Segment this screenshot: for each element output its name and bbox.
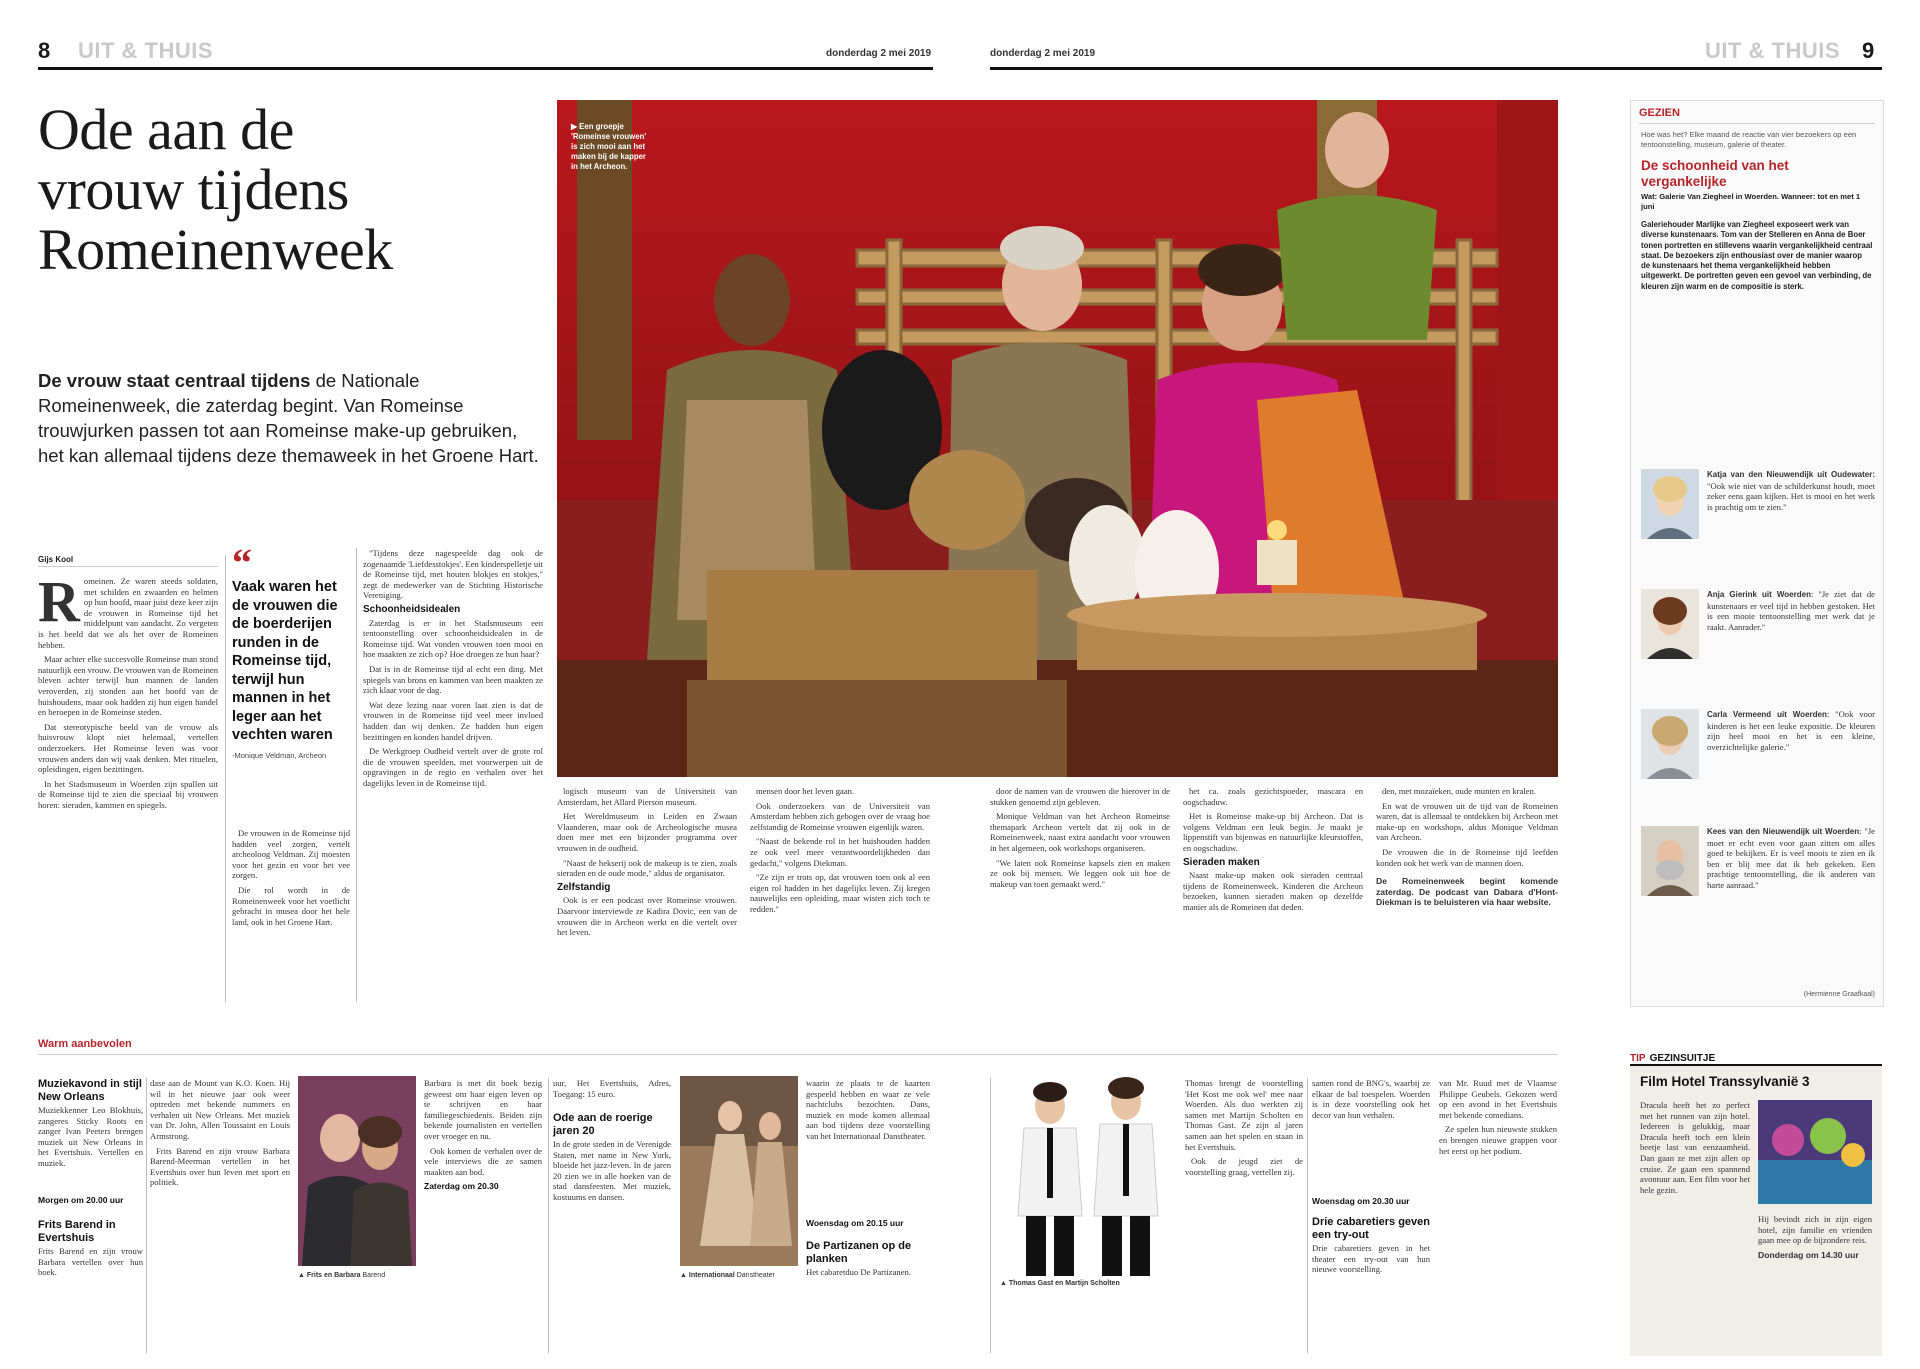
headline-line-3: Romeinenweek xyxy=(38,217,393,282)
avatar-visitor-0 xyxy=(1641,469,1699,539)
main-photo xyxy=(557,100,1558,777)
caption-frits-rest: Barend xyxy=(362,1272,386,1279)
tip-label: GEZINSUITJE xyxy=(1649,1053,1716,1064)
pull-quote xyxy=(232,540,350,760)
event-title-4: De Partizanen op de planken xyxy=(806,1240,912,1265)
avatar-0-illustration xyxy=(1641,469,1699,539)
sidebar-gezien xyxy=(1630,100,1884,1007)
photo-duo-illustration xyxy=(1000,1076,1176,1276)
subhead-sieraden: Sieraden maken xyxy=(1183,856,1260,868)
caption-marker-icon: ▶ xyxy=(571,122,577,131)
event-divider xyxy=(990,1078,991,1353)
event-title-3: Ode aan de roerige jaren 20 xyxy=(553,1112,653,1137)
aanbevolen-rule xyxy=(38,1054,1558,1055)
headline-line-1: Ode aan de xyxy=(38,97,294,162)
event-drie-cabaretiers xyxy=(1312,1078,1430,1313)
lead-text: de Nationale Romeinenweek, die zaterdag begint. Van Romeinse trouwjurken passen tot aan Romeinse make-up gebruiken, het kan allemaal tijdens deze themaweek in het Groene Hart. xyxy=(38,370,539,466)
tip-prefix: TIP xyxy=(1630,1053,1646,1064)
avatar-1-illustration xyxy=(1641,589,1699,659)
sidebar-tag: GEZIEN xyxy=(1639,107,1680,119)
event-text-4b: Het cabaretduo De Partizanen. xyxy=(806,1267,911,1277)
visitor-name-0: Anja Gierink uit Woerden xyxy=(1707,590,1811,599)
avatar-2-illustration xyxy=(1641,709,1699,779)
event-jaren-20 xyxy=(553,1078,671,1289)
event-divider xyxy=(548,1078,549,1353)
photo-cabaret-duo xyxy=(1000,1076,1176,1276)
caption-duo: ▲ Thomas Gast en Martijn Scholten xyxy=(1000,1280,1120,1287)
subhead-zelfstandig: Zelfstandig xyxy=(557,881,611,893)
date-right: donderdag 2 mei 2019 xyxy=(990,48,1096,59)
quote-source: -Monique Veldman, Archeon xyxy=(232,750,327,760)
avatar-3-illustration xyxy=(1641,826,1699,896)
tip-title: Film Hotel Transsylvanië 3 xyxy=(1640,1074,1810,1089)
dropcap: R xyxy=(38,576,80,634)
visitor-name-1: Carla Vermeend uit Woerden xyxy=(1707,710,1827,719)
event-col-cabaret-2: van Mr. Ruud met de Vlaamse Philippe Geubels. Gekozen werd op een avond in het Evertshuis met bekende comedians. Ze spelen hun nieuwste stukken en brengen nieuwe grappen voor het eerst op het podium. xyxy=(1439,1078,1557,1156)
event-text-5b: Drie cabaretiers geven in het theater een try-out van hun nieuwe voorstelling. xyxy=(1312,1243,1430,1275)
avatar-visitor-1 xyxy=(1641,589,1699,659)
date-left: donderdag 2 mei 2019 xyxy=(826,48,932,59)
event-text-5: samen rond de BNG's, waarbij ze elkaar de bal toespelen. Woerden is in deze voorstelling ook het decor van hun verhalen. xyxy=(1312,1078,1430,1120)
caption-dance-rest: Danstheater xyxy=(736,1272,775,1279)
byline-rule xyxy=(38,566,218,567)
event-col-cabaret-1: Thomas brengt de voorstelling 'Het Kost me ook wel' mee naar Woerden. Als duo werkten zij samen met Martijn Scholten en Thomas Gast. Ze zijn al jaren samen aan het spelen en staan in het Evertshuis. Ook de jeugd ziet de voorstelling graag, vertellen zij. xyxy=(1185,1078,1303,1177)
tip-photo xyxy=(1758,1100,1872,1204)
event-title-5: Drie cabaretiers geven een try-out xyxy=(1312,1216,1431,1241)
caption-duo-bold: Thomas Gast en Martijn Scholten xyxy=(1008,1280,1120,1287)
event-col-3: Barbara is met dit boek bezig geweest om haar eigen leven op te schrijven en haar familiegeschiedenis. Beiden zijn bekende journalisten en vertellen over vroeger en nu. Ook komen de verhalen over de vele interviews die ze samen maakten aan bod. Zaterdag om 20.30 xyxy=(424,1078,542,1192)
tip-text: Dracula heeft het zo perfect met het runnen van zijn hotel. Iedereen is gelukkig, maar Dracula heeft toch een klein beetje last van eenzaamheid. Dan gaan ze met zijn allen op cruise. Ze gaan een spannend avontuur aan. Een film voor het hele gezin. xyxy=(1640,1100,1750,1195)
photo-illustration xyxy=(557,100,1558,777)
event-text-3b: In de grote steden in de Verenigde Staten, met name in New York, bloeide het jazz-leven. In de jaren 20 zien we in alle hoeken van de stad dansfeesten. Met muziek, kostuums en dansen. xyxy=(553,1139,671,1202)
photo-danstheater xyxy=(680,1076,798,1266)
visitor-text-0: Katja van den Nieuwendijk uit Oudewater: "Ook wie niet van de schilderkunst houdt, moet zeker eens gaan kijken. Het is mooi en het werk is prachtig om te zien." xyxy=(1707,470,1875,512)
visitor-name-2: Kees van den Nieuwendijk uit Woerden xyxy=(1707,827,1860,836)
event-time-2: Zaterdag om 20.30 xyxy=(424,1181,499,1192)
tip-time: Donderdag om 14.30 uur xyxy=(1758,1249,1859,1260)
caption-frits: ▲ Frits en Barbara Barend xyxy=(298,1272,386,1279)
header-rule-right xyxy=(990,67,1882,70)
col-divider xyxy=(225,555,226,1002)
event-time-3: Woensdag om 20.15 uur xyxy=(806,1218,904,1228)
article-lead xyxy=(38,368,546,468)
photo-frits-barbara xyxy=(298,1076,416,1266)
event-text-1: Muziekkenner Leo Blokhuis, zangeres Sticky Roots en zanger Ivan Peeters brengen muziek uit New Orleans in het Evertshuis. Vertellen en muziek. xyxy=(38,1105,143,1168)
page-number-right: 9 xyxy=(1862,38,1875,63)
event-time-5: Woensdag om 20.30 uur xyxy=(1312,1196,1410,1206)
tip-text-2: Hij bevindt zich in zijn eigen hotel, zijn familie en vrienden gaan mee op de bijzondere reis. Donderdag om 14.30 uur xyxy=(1758,1214,1872,1260)
article-col-3: "Tijdens deze nagespeelde dag ook de zogenaamde 'Liefdesstokjes'. Een kinderspelletje uit de Romeinse tijd, met houten blokjes en stokjes," zegt de medewerker van de Stichting Historische Vereniging. Schoonheidsidealen Zaterdag is er in het Stadsmuseum een tentoonstelling over schoonheidsidealen in de Romeinse tijd. Wat vonden vrouwen toen mooi en hoe maakten ze zich op? Hoe droegen ze hun haar? Dat is in de Romeinse tijd al echt een ding. Met spiegels van brons en kammen van been maakten ze zich klaar voor de dag. Wat deze lezing naar voren laat zien is dat de vrouwen in de Romeinse tijd veel meer invloed hadden dan wij denken. Ze hadden hun eigen bezittingen en konden handel drijven. De Werkgroep Oudheid vertelt over de grote rol die de vrouwen speelden, met voorwerpen uit de opgravingen in de regio en verhalen over het dagelijks leven in de Romeinse tijd. xyxy=(363,548,543,788)
tip-box xyxy=(1630,1064,1882,1356)
article-col-5: mensen door het leven gaan. Ook onderzoekers van de Universiteit van Amsterdam hebben zich gebogen over de vraag hoe zelfstandig de Romeinse vrouwen eigenlijk waren. "Naast de bekende rol in het huishouden hadden ze ook veel meer verantwoordelijkheden dan gedacht," volgens Diekman. "Ze zijn er trots op, dat vrouwen toen ook al een eigen rol hadden in het dagelijks leven. Zij kregen nauwelijks een opleiding, maar wisten zich toch te redden." xyxy=(750,786,930,914)
article-closing: De Romeinenweek begint komende zaterdag. De podcast van Dabara d'Hont-Diekman is te beluisteren via haar website. xyxy=(1376,876,1558,908)
photo-frits-illustration xyxy=(298,1076,416,1266)
section-title-right: UIT & THUIS xyxy=(1705,38,1841,63)
aanbevolen-label: Warm aanbevolen xyxy=(38,1038,132,1050)
event-time-1: Morgen om 20.00 uur xyxy=(38,1195,124,1205)
byline: Gijs Kool xyxy=(38,555,74,564)
article-col-6: door de namen van de vrouwen die hierover in de stukken genoemd zijn gebleven. Monique Veldman van het Archeon Romeinse themapark Archeon vertelt dat zij ook in de Romeinenweek, naast extra aandacht voor vrouwen in het algemeen, ook workshops organiseren. "We laten ook Romeinse kapsels zien en maken ze ook bij mensen. We leggen ook uit hoe de makeup van toen gemaakt werd." xyxy=(990,786,1170,889)
tip-photo-illustration xyxy=(1758,1100,1872,1204)
event-new-orleans xyxy=(38,1078,143,1296)
article-col-1: R omeinen. Ze waren steeds soldaten, met schilden en zwaarden en helmen op hun hoofd, maar juist deze keer zijn de vrouwen in Romeinse tijd het middelpunt van aandacht. Zo vergeten is het beeld dat we als het over de Romeinen hebben. Maar achter elke succesvolle Romeinse man stond natuurlijk een vrouw. De vrouwen van de Romeinen bleven achter terwijl hun mannen de landen veroverden, zij stonden aan het hoofd van de huishoudens, maar ook hadden zij hun eigen handel en beroepen in de Romeinse steden. Dat stereotypische beeld van de vrouw als huisvrouw klopt niet helemaal, vertellen onderzoekers. Het Romeinse leven was voor vrouwen anders dan wij vaak denken. Met rituelen, opleidingen, eigen bezittingen. In het Stadsmuseum in Woerden zijn spullen uit de Romeinse tijd te zien die speciaal bij vrouwen horen: sieraden, kammen en spiegels. xyxy=(38,576,218,810)
sidebar-body: Galeriehouder Marlijke van Ziegheel exposeert werk van diverse kunstenaars. Tom van der Stelleren en Anna de Boer tonen portretten en stillevens waarin vergankelijkheid centraal staat. De bezoekers zijn enthousiast over de manier waarop de kunstenaars het thema vergankelijkheid hebben uitgewerkt. De portretten geven een gevoel van verbinding, de kleuren zijn warm en de compositie is sterk. xyxy=(1641,220,1873,291)
event-partizanen xyxy=(806,1078,930,1297)
caption-dance-bold: Internationaal xyxy=(688,1272,735,1279)
article-col-8: den, met mozaïeken, oude munten en kralen. En wat de vrouwen uit de tijd van de Romeinen waren, dat is allemaal te ontdekken bij Archeon met make-up en workshops, aldus Monique Veldman van Archeon. De vrouwen die in de Romeinse tijd leefden konden ook het werk van de mannen doen. De Romeinenweek begint komende zaterdag. De podcast van Dabara d'Hont-Diekman is te beluisteren via haar website. xyxy=(1376,786,1558,908)
photo-caption xyxy=(571,122,653,172)
article-col-7: het ca. zoals gezichtspoeder, mascara en oogschaduw. Het is Romeinse make-up bij Archeon. Dat is volgens Veldman een leuk begin. Je maakt je lippenstift van bijenwas en natuurlijke kleurstoffen, en oogschaduw. Sieraden maken Naast make-up maken ook sieraden centraal tijdens de Romeinenweek. Kinderen die Archeon bezoeken, kunnen sieraden maken op dezelfde manier als de Romeinen dat deden. xyxy=(1183,786,1363,912)
header-rule-left xyxy=(38,67,933,70)
caption-frits-bold: Frits en Barbara xyxy=(306,1272,361,1279)
avatar-visitor-3 xyxy=(1641,826,1699,896)
col-divider xyxy=(356,548,357,1002)
sidebar-credit: (Hermienne Graafkaal) xyxy=(1803,991,1875,998)
event-title-1: Muziekavond in stijl New Orleans xyxy=(38,1078,142,1103)
sidebar-intro: Hoe was het? Elke maand de reactie van vier bezoekers op een tentoonstelling, museum, galerie of theater. xyxy=(1641,130,1857,149)
event-text-4: waarin ze plaats te de kaarten gespeeld hebben en waar ze vele nachtclubs bezochten. Dans, muziek en mode komen allemaal aan bod tijdens deze voorstelling van het Internationaal Danstheater. xyxy=(806,1078,930,1141)
section-title-left: UIT & THUIS xyxy=(78,38,214,63)
visitor-text-1: Anja Gierink uit Woerden: "Je ziet dat de kunstenaars er veel tijd in hebben gestoken. Het is een mooie tentoonstelling met werk dat je raakt. Aanrader." xyxy=(1707,589,1875,632)
photo-caption-text: Een groepje 'Romeinse vrouwen' is zich mooi aan het maken bij de kapper in het Archeon. xyxy=(571,122,647,171)
event-title-2: Frits Barend in Evertshuis xyxy=(38,1219,116,1244)
event-text-3: uur, Het Evertshuis, Adres, Toegang: 15 euro. xyxy=(553,1078,671,1099)
visitor-text-2: Carla Vermeend uit Woerden: "Ook voor kinderen is het een leuke expositie. De kleuren zijn heel mooi en het is een kleine, overzichtelijke galerie." xyxy=(1707,709,1875,752)
event-divider xyxy=(1307,1078,1308,1353)
article-col-4: logisch museum van de Universiteit van Amsterdam, het Allard Pierson museum. Het Wereldmuseum in Leiden en Zwaan Vlaanderen, maar ook de Archeologische musea doen mee met een bijzonder programma over vrouwen in de oudheid. "Naast de hekserij ook de makeup is te zien, zoals sieraden en de oude mode," aldus de organisator. Zelfstandig Ook is er een podcast over Romeinse vrouwen. Daarvoor interviewde ze Kadira Dovic, een van de vrouwen die in Archeon werkt en die vertelt over het leven. xyxy=(557,786,737,938)
quote-text: Vaak waren het de vrouwen die de boerderijen runden in de Romeinse tijd, terwijl hun mannen in het leger aan het vechten waren xyxy=(232,579,338,743)
page-number-left: 8 xyxy=(38,38,51,63)
subhead-schoonheidsidealen: Schoonheidsidealen xyxy=(363,603,461,615)
event-divider xyxy=(146,1078,147,1353)
sidebar-meta: Wat: Galerie Van Ziegheel in Woerden. Wanneer: tot en met 1 juni xyxy=(1641,192,1861,211)
visitor-text-3: Kees van den Nieuwendijk uit Woerden: "Je moet er echt even voor gaan zitten om alles goed te bekijken. Er is veel moois te zien en ik ben er blij mee dat ik heb gekeken. Een prachtige tentoonstelling, die ik anderen van harte aanraad." xyxy=(1707,826,1875,890)
sidebar-rule xyxy=(1639,123,1875,124)
event-text-2: Frits Barend en zijn vrouw Barbara vertellen over hun boek. xyxy=(38,1246,143,1278)
caption-dance: ▲ Internationaal Danstheater xyxy=(680,1272,775,1279)
headline-line-2: vrouw tijdens xyxy=(38,157,349,222)
photo-dance-illustration xyxy=(680,1076,798,1266)
event-col-2: dase aan de Mount van K.O. Koen. Hij wil in het nieuwe jaar ook weer optreden met bekende nummers en verhalen uit New Orleans. Met muziek van Dr. John, Allen Toussaint en Louis Armstrong. Frits Barend en zijn vrouw Barbara Barend-Meerman vertellen in het Evertshuis over hun leven met sport en politiek. xyxy=(150,1078,290,1188)
quote-mark-icon: “ xyxy=(232,540,252,585)
sidebar-title: De schoonheid van het vergankelijke xyxy=(1641,158,1789,189)
article-col-2b: De vrouwen in de Romeinse tijd hadden veel zorgen, vertelt archeoloog Veldman. Zij moesten voor het gezin en voor het vee zorgen. Die rol wordt in de Romeinenweek voor het voetlicht gebracht in musea door het hele land, ook in het Groene Hart. xyxy=(232,828,350,927)
avatar-visitor-2 xyxy=(1641,709,1699,779)
headline xyxy=(38,97,558,282)
lead-bold: De vrouw staat centraal tijdens xyxy=(38,370,311,391)
